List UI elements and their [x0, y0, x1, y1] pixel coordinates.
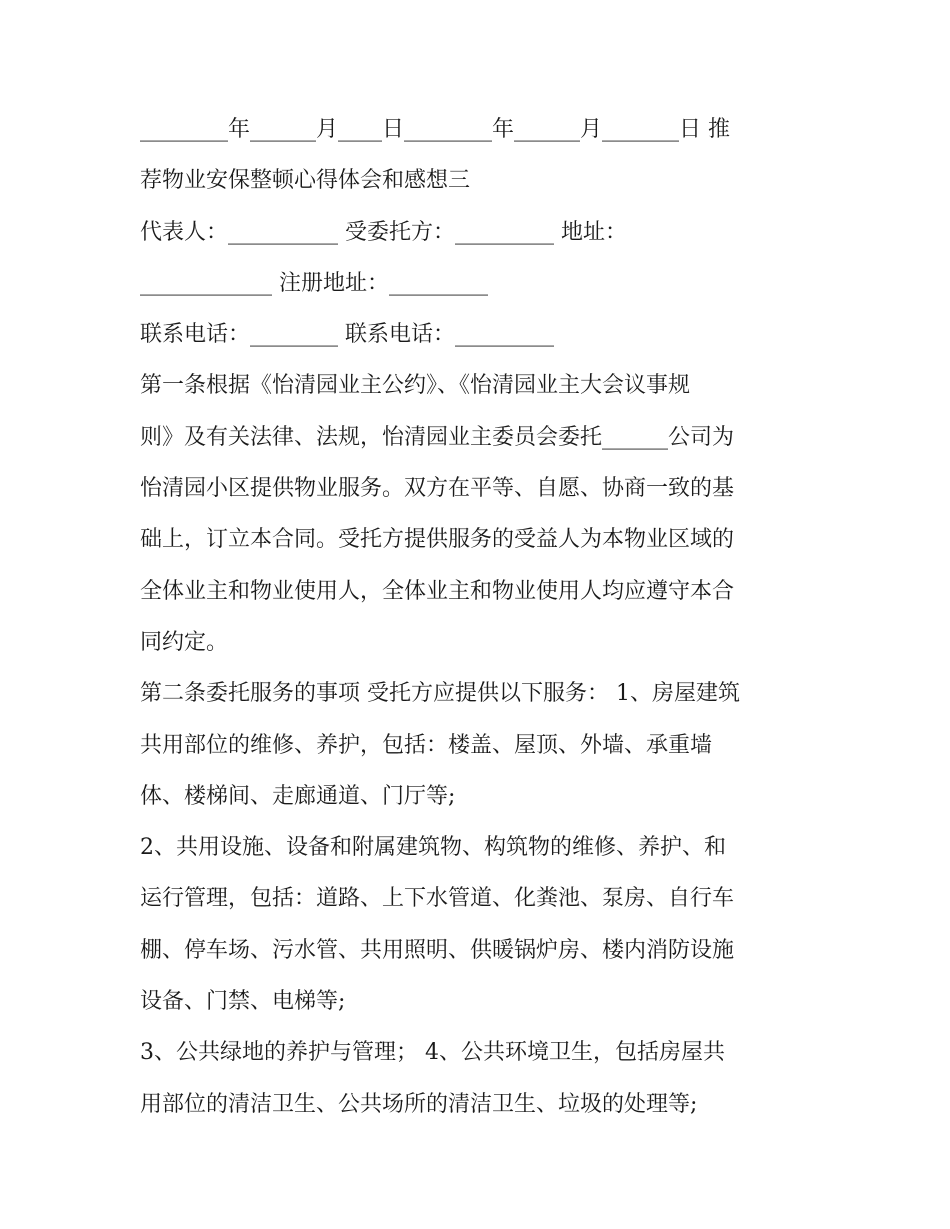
- text-line: 2、共用设施、设备和附属建筑物、构筑物的维修、养护、和: [140, 835, 726, 861]
- text-line: 体、楼梯间、走廊通道、门厅等;: [140, 783, 456, 809]
- text-line: 用部位的清洁卫生、公共场所的清洁卫生、垃圾的处理等;: [140, 1091, 698, 1117]
- text-line: 3、公共绿地的养护与管理； 4、公共环境卫生，包括房屋共: [140, 1040, 725, 1066]
- document-body: [140, 104, 812, 1130]
- text-line: ____________ 注册地址：_________: [140, 270, 488, 296]
- text-line: ________年______月____日________年______月_______日 推: [140, 117, 730, 142]
- text-line: 则》及有关法律、法规，怡清园业主委员会委托______公司为: [140, 424, 735, 450]
- text-line: 运行管理，包括：道路、上下水管道、化粪池、泵房、自行车: [140, 886, 735, 912]
- text-line: 第一条根据《怡清园业主公约》、《怡清园业主大会议事规: [140, 373, 691, 399]
- document-title: 荐物业安保整顿心得体会和感想三: [140, 168, 471, 194]
- text-line: 代表人：__________ 受委托方：_________ 地址：: [140, 219, 627, 245]
- text-line: 共用部位的维修、养护，包括：楼盖、屋顶、外墙、承重墙: [140, 732, 713, 758]
- text-line: 设备、门禁、电梯等;: [140, 989, 346, 1015]
- text-line: 础上，订立本合同。受托方提供服务的受益人为本物业区域的: [140, 527, 735, 553]
- text-line: 联系电话：________ 联系电话：_________: [140, 322, 554, 348]
- text-line: 全体业主和物业使用人，全体业主和物业使用人均应遵守本合: [140, 578, 735, 604]
- text-line: 怡清园小区提供物业服务。双方在平等、自愿、协商一致的基: [140, 476, 735, 502]
- text-line: 棚、停车场、污水管、共用照明、供暖锅炉房、楼内消防设施: [140, 937, 735, 963]
- text-line: 第二条委托服务的事项 受托方应提供以下服务： 1、房屋建筑: [140, 681, 740, 707]
- text-line: 同约定。: [140, 629, 229, 655]
